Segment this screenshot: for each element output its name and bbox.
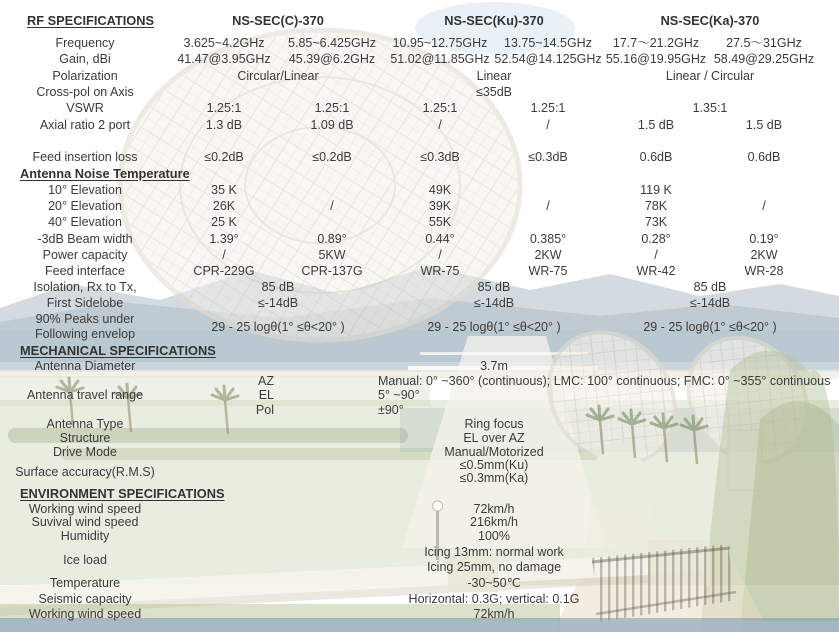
cell-value: 35 K — [211, 182, 237, 197]
row-label: Feed insertion loss — [32, 150, 138, 165]
cell-value: ≤-14dB — [473, 296, 515, 311]
cell-value: 0.44° — [425, 231, 455, 246]
cell-value: 78K — [644, 199, 668, 214]
row-label: Gain, dBi — [59, 52, 111, 67]
table-row — [0, 515, 839, 529]
cell-value — [170, 545, 818, 575]
cell-value: / — [546, 117, 550, 132]
table-row — [0, 295, 839, 311]
cell-value: 41.47@3.95GHz — [177, 52, 271, 67]
cell-value: 51.02@11.85GHz — [390, 52, 490, 67]
row-label: 10° Elevation — [48, 182, 122, 197]
cell-value: WR-28 — [744, 264, 784, 279]
cell-value: -30~50℃ — [467, 576, 521, 591]
table-row — [0, 606, 839, 622]
cell-value: WR-75 — [420, 264, 460, 279]
table-row — [0, 279, 839, 295]
cell-value: ≤-14dB — [257, 296, 299, 311]
cell-value: 0.19° — [749, 231, 779, 246]
cell-value: 1.39° — [209, 231, 239, 246]
cell-value-line: ≤0.3mm(Ka) — [459, 470, 529, 485]
cell-value: 0.89° — [317, 231, 347, 246]
cell-value: 3.7m — [480, 358, 508, 373]
cell-value-line: ≤0.5mm(Ku) — [459, 457, 529, 472]
table-row — [0, 575, 839, 591]
cell-value: Manual/Motorized — [444, 444, 544, 459]
table-row — [0, 51, 839, 67]
cell-value: 13.75~14.5GHz — [504, 36, 592, 51]
cell-value: / — [438, 117, 442, 132]
cell-value: ≤0.3dB — [528, 150, 568, 165]
cell-value: ±90° — [378, 402, 404, 417]
section-row — [0, 343, 839, 358]
table-row — [0, 231, 839, 247]
table-row — [0, 445, 839, 459]
cell-value: 49K — [428, 182, 452, 197]
row-label: Surface accuracy(R.M.S) — [15, 464, 155, 479]
row-label: 40° Elevation — [48, 215, 122, 230]
cell-value: 0.6dB — [747, 150, 781, 165]
row-label: Structure — [59, 430, 111, 445]
cell-value: 45.39@6.2GHz — [288, 52, 376, 67]
cell-value: 2KW — [750, 248, 778, 262]
section-row — [0, 487, 839, 502]
row-label: Cross-pol on Axis — [36, 85, 134, 100]
row-label: Suvival wind speed — [31, 515, 139, 530]
cell-value: 0.385° — [529, 231, 567, 246]
cell-value: 5.85~6.425GHz — [288, 36, 376, 51]
cell-value: 85 dB — [477, 280, 511, 295]
table-row — [0, 502, 839, 516]
row-label: Antenna Type — [46, 416, 124, 431]
cell-value: 25 K — [211, 215, 237, 230]
cell-value: 27.5～31GHz — [726, 36, 802, 51]
cell-value: / — [762, 199, 766, 214]
cell-value-line: Icing 13mm: normal work — [424, 545, 564, 560]
table-row — [0, 591, 839, 607]
cell-value: CPR-229G — [193, 264, 255, 279]
row-label: Polarization — [52, 68, 118, 83]
row-label: -3dB Beam width — [37, 231, 133, 246]
row-label — [0, 312, 170, 342]
table-row — [0, 198, 839, 214]
table-row — [0, 545, 839, 575]
cell-value: Manual: 0° ~360° (continuous); LMC: 100° continuous; FMC: 0° ~355° continuous — [378, 373, 831, 388]
table-row — [0, 149, 839, 165]
cell-value: ≤0.3dB — [420, 150, 460, 165]
cell-value: 1.3 dB — [205, 117, 243, 132]
axis-label: EL — [258, 388, 274, 403]
table-row — [0, 214, 839, 230]
cell-value: 55K — [428, 215, 452, 230]
row-label: Working wind speed — [28, 501, 142, 516]
row-label: Power capacity — [42, 248, 128, 262]
cell-value: 55.16@19.95GHz — [605, 52, 707, 67]
table-row — [0, 263, 839, 279]
row-label: Axial ratio 2 port — [39, 117, 131, 132]
table-row — [0, 373, 839, 388]
cell-value: 0.6dB — [639, 150, 673, 165]
table-row — [0, 68, 839, 84]
cell-value: 1.25:1 — [530, 101, 566, 116]
row-label: Ice load — [63, 553, 107, 568]
cell-value: 10.95~12.75GHz — [392, 36, 488, 51]
section-row — [0, 165, 839, 181]
cell-value: EL over AZ — [463, 430, 525, 445]
row-label-line: 90% Peaks under — [35, 312, 135, 327]
cell-value: 0.28° — [641, 231, 671, 246]
table-row — [0, 459, 839, 485]
row-label: Drive Mode — [53, 444, 117, 459]
cell-value: ≤0.2dB — [204, 150, 244, 165]
row-label: Antenna travel range — [26, 388, 144, 403]
section-heading: MECHANICAL SPECIFICATIONS — [20, 342, 216, 358]
cell-value: 29 - 25 logθ(1° ≤θ<20° ) — [427, 320, 561, 335]
axis-label: AZ — [258, 373, 274, 388]
cell-value: / — [222, 248, 226, 262]
cell-value: 52.54@14.125GHz — [494, 52, 602, 67]
table-row — [0, 182, 839, 198]
cell-value: / — [654, 248, 658, 262]
cell-value: 85 dB — [261, 280, 295, 295]
table-row — [0, 402, 839, 417]
cell-value: 216km/h — [470, 515, 518, 530]
row-label: Temperature — [49, 576, 121, 591]
table-row — [0, 311, 839, 343]
header-row — [0, 12, 839, 29]
cell-value: 1.25:1 — [314, 101, 350, 116]
table-row — [0, 358, 839, 373]
cell-value: ≤35dB — [475, 85, 513, 100]
table-row — [0, 100, 839, 116]
cell-value: / — [438, 248, 442, 262]
cell-value: 73K — [644, 215, 668, 230]
cell-value: NS-SEC(Ka)-370 — [660, 12, 760, 28]
cell-value: 3.625~4.2GHz — [183, 36, 265, 51]
cell-value: NS-SEC(Ku)-370 — [444, 12, 544, 28]
cell-value: Linear — [476, 68, 512, 83]
table-row — [0, 529, 839, 543]
cell-value: 1.25:1 — [206, 101, 242, 116]
cell-value: 29 - 25 logθ(1° ≤θ<20° ) — [211, 320, 345, 335]
table-row — [0, 116, 839, 132]
section-heading: Antenna Noise Temperature — [20, 165, 190, 181]
row-label: Working wind speed — [28, 607, 142, 622]
cell-value: / — [546, 199, 550, 214]
cell-value: Circular/Linear — [237, 68, 319, 83]
cell-value: WR-75 — [528, 264, 568, 279]
cell-value: CPR-137G — [301, 264, 363, 279]
cell-value: 1.5 dB — [745, 117, 783, 132]
cell-value: Ring focus — [464, 416, 524, 431]
row-label: Frequency — [55, 36, 115, 51]
cell-value: 85 dB — [693, 280, 727, 295]
table-row — [0, 84, 839, 100]
cell-value: 39K — [428, 199, 452, 214]
cell-value: 58.49@29.25GHz — [713, 52, 815, 67]
row-label-line: Following envelop — [34, 327, 136, 342]
section-heading: ENVIRONMENT SPECIFICATIONS — [20, 486, 225, 502]
row-label: VSWR — [66, 101, 104, 116]
row-label: First Sidelobe — [46, 296, 124, 311]
cell-value: NS-SEC(C)-370 — [232, 12, 324, 28]
row-label: 20° Elevation — [48, 199, 122, 214]
cell-value: 5° ~90° — [378, 388, 420, 403]
cell-value: ≤-14dB — [689, 296, 731, 311]
row-label: Humidity — [60, 528, 110, 543]
cell-value: ≤0.2dB — [312, 150, 352, 165]
cell-value: 72km/h — [473, 607, 515, 622]
cell-value: Linear / Circular — [665, 68, 755, 83]
row-label: Seismic capacity — [38, 591, 132, 606]
cell-value: 17.7～21.2GHz — [612, 36, 700, 51]
cell-value: 2KW — [534, 248, 562, 262]
table-row — [0, 247, 839, 263]
cell-value: 29 - 25 logθ(1° ≤θ<20° ) — [643, 320, 777, 335]
row-label: Antenna Diameter — [34, 358, 136, 373]
cell-value: 1.25:1 — [422, 101, 458, 116]
section-heading: RF SPECIFICATIONS — [27, 12, 155, 28]
table-row — [0, 35, 839, 51]
cell-value — [170, 459, 818, 485]
cell-value: 100% — [478, 528, 510, 543]
table-row — [0, 388, 839, 403]
table-row — [0, 133, 839, 149]
cell-value: WR-42 — [636, 264, 676, 279]
cell-value: 1.09 dB — [310, 117, 354, 132]
cell-value: 119 K — [640, 182, 672, 197]
row-label: Isolation, Rx to Tx, — [33, 280, 137, 295]
cell-value-line: Icing 25mm, no damage — [426, 560, 562, 575]
cell-value: 1.35:1 — [692, 101, 728, 116]
cell-value: 5KW — [318, 248, 346, 262]
row-label: Feed interface — [45, 264, 125, 279]
cell-value: 72km/h — [473, 501, 515, 516]
cell-value: / — [330, 199, 334, 214]
axis-label: Pol — [255, 402, 274, 417]
cell-value: Horizontal: 0.3G; vertical: 0.1G — [408, 591, 580, 606]
table-row — [0, 417, 839, 431]
cell-value: 26K — [212, 199, 236, 214]
table-row — [0, 431, 839, 445]
cell-value: 1.5 dB — [637, 117, 675, 132]
